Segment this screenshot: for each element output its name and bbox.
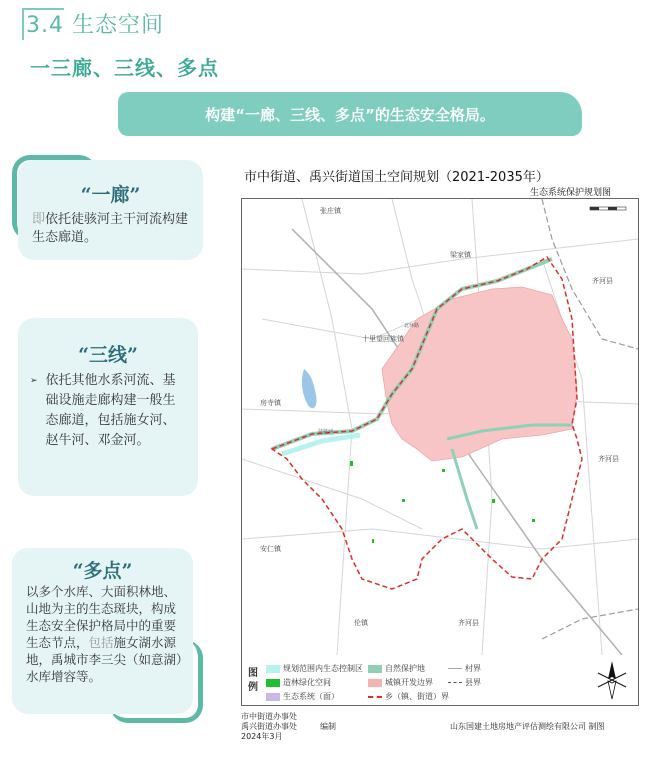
- legend-item: [368, 691, 449, 702]
- legend-heading: [248, 667, 258, 695]
- legend-item: [368, 677, 433, 688]
- legend-label: 乡（镇、街道）界: [385, 692, 449, 701]
- summary-banner-text: 构建“一廊、三线、多点”的生态安全格局。: [205, 106, 495, 124]
- map-canvas: [242, 199, 638, 655]
- legend-swatch: [266, 665, 280, 673]
- legend-heading-1: 图: [248, 668, 258, 679]
- footer-date: 2024年3月: [241, 732, 283, 741]
- place-label: 安仁镇: [260, 545, 281, 553]
- legend-swatch: [368, 696, 382, 698]
- afforestation-patches: [350, 461, 535, 543]
- legend-label: 县界: [465, 678, 481, 687]
- legend-label: 规划范围内生态控制区: [283, 664, 363, 673]
- road-label: 北环路: [404, 323, 420, 329]
- section-number: 3.4: [26, 13, 64, 38]
- legend-label: 城镇开发边界: [385, 678, 433, 687]
- legend-item: [266, 677, 331, 688]
- legend-label: 村界: [465, 664, 481, 673]
- place-label: 齐河县: [598, 455, 619, 463]
- map-footer-authors: [241, 712, 297, 742]
- points-card-text: [26, 583, 183, 685]
- corridor-card: [18, 160, 203, 260]
- place-label: 张庄镇: [320, 207, 341, 215]
- lines-card-title: “三线”: [78, 344, 138, 366]
- section-title: 生态空间: [72, 13, 165, 38]
- lines-card-body: 依托其他水系河流、基础设施走廊构建一般生态廊道，包括施女河、赵牛河、邓金河。: [45, 373, 176, 448]
- legend-swatch: [266, 679, 280, 687]
- points-card-body-c: 施女湖水源地，禹城市李三尖（如意湖）水库增容等。: [26, 635, 183, 684]
- legend-item: [448, 663, 481, 674]
- legend-item: [266, 691, 339, 702]
- corridor-card-body: 依托徒骇河主干河流构建生态廊道。: [32, 212, 189, 245]
- lines-card-text: [30, 371, 186, 451]
- legend-item: [368, 663, 425, 674]
- bullet-arrow-icon: ➢: [30, 376, 38, 386]
- points-card-body-b: 包括: [88, 635, 114, 650]
- legend-swatch: [368, 665, 382, 673]
- page-subtitle: 一三廊、三线、多点: [30, 56, 219, 80]
- map-legend: [241, 655, 639, 706]
- legend-swatch: [266, 693, 280, 701]
- place-label: 十里望回族镇: [362, 335, 404, 343]
- footer-compiled: 编制: [320, 722, 336, 731]
- reservoir-water: [302, 369, 317, 408]
- legend-swatch: [448, 668, 462, 669]
- map-title: 市中街道、禹兴街道国土空间规划（2021-2035年）: [244, 170, 549, 185]
- legend-heading-2: 例: [248, 682, 258, 693]
- north-arrow-icon: [592, 659, 632, 701]
- place-label: 伦镇: [354, 619, 368, 627]
- ecological-control-strip: [282, 435, 360, 454]
- place-label: 齐河县: [592, 277, 613, 285]
- legend-label: 自然保护地: [385, 664, 425, 673]
- legend-item: [266, 663, 363, 674]
- place-label: 房寺镇: [260, 399, 281, 407]
- summary-banner: [118, 92, 582, 136]
- place-label: 齐河县: [458, 619, 479, 627]
- river-label: 徒骇河: [318, 429, 334, 435]
- footer-author-2: 禹兴街道办事处: [241, 722, 297, 731]
- points-card-title: “多点”: [72, 560, 133, 582]
- legend-swatch: [448, 682, 462, 683]
- legend-item: [448, 677, 481, 688]
- corridor-card-lead: 即: [32, 212, 46, 227]
- corridor-card-text: [32, 211, 191, 247]
- points-card: [12, 548, 193, 714]
- ecological-protection-map: [241, 198, 639, 656]
- lines-card: [18, 318, 198, 496]
- footer-author-1: 市中街道办事处: [241, 712, 297, 721]
- legend-label: 造林绿化空间: [283, 678, 331, 687]
- footer-cartographer: 山东国建土地房地产评估测绘有限公司 制图: [450, 722, 605, 731]
- urban-development-zone: [382, 287, 577, 461]
- legend-swatch: [368, 679, 382, 687]
- scale-bar: [590, 207, 626, 210]
- corridor-card-title: “一廊”: [80, 184, 141, 206]
- points-card-body-a: 以多个水库、大面积林地、山地为主的生态斑块，构成生态安全保护格局中的重要生态节点，: [26, 584, 177, 650]
- place-label: 梁家镇: [450, 251, 471, 259]
- map-subtitle: 生态系统保护规划图: [530, 188, 612, 198]
- legend-label: 生态系统（面）: [283, 692, 339, 701]
- section-heading: [26, 8, 164, 39]
